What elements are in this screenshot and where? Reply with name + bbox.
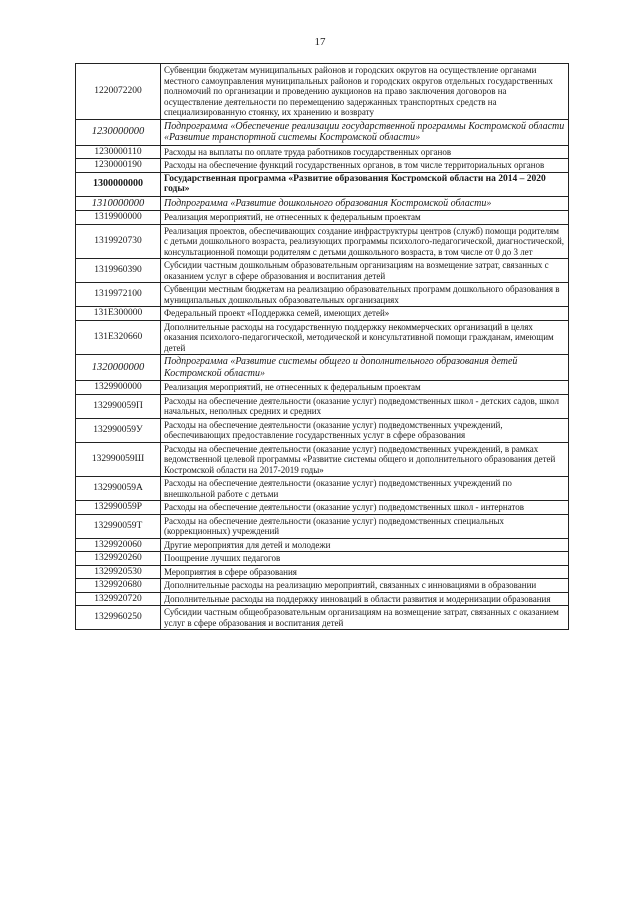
table-row: [76, 442, 569, 477]
row-description: Субсидии частным дошкольным образовательным организациям на возмещение затрат, связанных с оказанием услуг в сфере образования и воспитания детей: [161, 259, 569, 283]
row-code: 1319900000: [76, 211, 161, 225]
row-description: Субсидии частным общеобразовательным организациям на возмещение затрат, связанных с оказанием услуг в сфере образования и воспитания детей: [161, 606, 569, 630]
table-row: [76, 64, 569, 120]
table-row: [76, 592, 569, 606]
row-code: 132990059П: [76, 394, 161, 418]
row-description: Государственная программа «Развитие образования Костромской области на 2014 – 2020 годы»: [161, 172, 569, 196]
row-code: 1329900000: [76, 381, 161, 395]
row-code: 1329920680: [76, 579, 161, 593]
row-code: 1230000000: [76, 119, 161, 145]
row-description: Расходы на обеспечение деятельности (оказание услуг) подведомственных учреждений, обеспечивающих предоставление государственных услуг в сфере образования: [161, 418, 569, 442]
row-description: Дополнительные расходы на государственную поддержку некоммерческих организаций в целях оказания психолого-педагогической, методической и консультативной помощи гражданам, имеющим детей: [161, 320, 569, 355]
row-code: 1320000000: [76, 355, 161, 381]
row-code: 1220072200: [76, 64, 161, 120]
table-row: [76, 259, 569, 283]
row-code: 131Е320660: [76, 320, 161, 355]
row-description: Субвенции бюджетам муниципальных районов и городских округов на осуществление органами местного самоуправления муниципальных районов и городских округов отдельных государственных полномочий по организации и проведению аукционов на право заключения договоров на осуществление деятельности по перемещению задержанных транспортных средств на специализированную стоянку, их хранению и возврату: [161, 64, 569, 120]
row-code: 132990059У: [76, 418, 161, 442]
row-description: Расходы на обеспечение деятельности (оказание услуг) подведомственных учреждений, в рамках ведомственной целевой программы «Развитие системы общего и дополнительного образования детей Костромской области на 2017-2019 годы»: [161, 442, 569, 477]
row-description: Федеральный проект «Поддержка семей, имеющих детей»: [161, 307, 569, 321]
row-description: Подпрограмма «Обеспечение реализации государственной программы Костромской области «Развитие транспортной системы Костромской области»: [161, 119, 569, 145]
table-row: [76, 211, 569, 225]
row-description: Расходы на выплаты по оплате труда работников государственных органов: [161, 145, 569, 159]
row-description: Реализация проектов, обеспечивающих создание инфраструктуры центров (служб) помощи родителям с детьми дошкольного возраста, реализующих программы психолого-педагогической, диагностической, консультационной помощи родителям с детьми дошкольного возраста, в том числе от 0 до 3 лет: [161, 224, 569, 259]
row-description: Подпрограмма «Развитие системы общего и дополнительного образования детей Костромской области»: [161, 355, 569, 381]
row-description: Расходы на обеспечение деятельности (оказание услуг) подведомственных школ - детских садов, школ начальных, неполных средних и средних: [161, 394, 569, 418]
row-description: Поощрение лучших педагогов: [161, 552, 569, 566]
table-row: [76, 283, 569, 307]
row-code: 1329920260: [76, 552, 161, 566]
row-code: 1230000190: [76, 159, 161, 173]
row-code: 131Е300000: [76, 307, 161, 321]
table-row: [76, 418, 569, 442]
row-description: Субвенции местным бюджетам на реализацию образовательных программ дошкольного образования в муниципальных дошкольных образовательных организациях: [161, 283, 569, 307]
row-description: Другие мероприятия для детей и молодежи: [161, 538, 569, 552]
row-description: Расходы на обеспечение деятельности (оказание услуг) подведомственных специальных (коррекционных) учреждений: [161, 514, 569, 538]
row-description: Подпрограмма «Развитие дошкольного образования Костромской области»: [161, 196, 569, 211]
table-row: [76, 565, 569, 579]
table-row: [76, 394, 569, 418]
row-description: Расходы на обеспечение деятельности (оказание услуг) подведомственных учреждений по внешкольной работе с детьми: [161, 477, 569, 501]
row-description: Реализация мероприятий, не отнесенных к федеральным проектам: [161, 381, 569, 395]
page-number: 17: [314, 36, 326, 48]
budget-classification-table: [75, 63, 569, 630]
row-code: 1329920530: [76, 565, 161, 579]
row-code: 1300000000: [76, 172, 161, 196]
row-code: 1329920060: [76, 538, 161, 552]
row-code: 132990059Т: [76, 514, 161, 538]
row-description: Расходы на обеспечение деятельности (оказание услуг) подведомственных школ - интернатов: [161, 501, 569, 515]
table-row: [76, 381, 569, 395]
row-code: 132990059А: [76, 477, 161, 501]
row-code: 132990059Ш: [76, 442, 161, 477]
table-row: [76, 579, 569, 593]
row-code: 1230000110: [76, 145, 161, 159]
row-description: Реализация мероприятий, не отнесенных к федеральным проектам: [161, 211, 569, 225]
table-row: [76, 159, 569, 173]
table-row: [76, 355, 569, 381]
table-row: [76, 224, 569, 259]
table-row: [76, 119, 569, 145]
table-row: [76, 606, 569, 630]
row-code: 1319920730: [76, 224, 161, 259]
row-description: Дополнительные расходы на поддержку инноваций в области развития и модернизации образования: [161, 592, 569, 606]
table-row: [76, 145, 569, 159]
table-row: [76, 196, 569, 211]
row-description: Мероприятия в сфере образования: [161, 565, 569, 579]
row-description: Дополнительные расходы на реализацию мероприятий, связанных с инновациями в образовании: [161, 579, 569, 593]
table-body: [76, 64, 569, 630]
table-row: [76, 501, 569, 515]
table-row: [76, 477, 569, 501]
table-row: [76, 514, 569, 538]
row-code: 1319972100: [76, 283, 161, 307]
table-row: [76, 320, 569, 355]
table-row: [76, 552, 569, 566]
table-row: [76, 307, 569, 321]
table-row: [76, 538, 569, 552]
row-code: 1310000000: [76, 196, 161, 211]
table-row: [76, 172, 569, 196]
row-description: Расходы на обеспечение функций государственных органов, в том числе территориальных органов: [161, 159, 569, 173]
row-code: 1329920720: [76, 592, 161, 606]
row-code: 1329960250: [76, 606, 161, 630]
row-code: 132990059Р: [76, 501, 161, 515]
row-code: 1319960390: [76, 259, 161, 283]
